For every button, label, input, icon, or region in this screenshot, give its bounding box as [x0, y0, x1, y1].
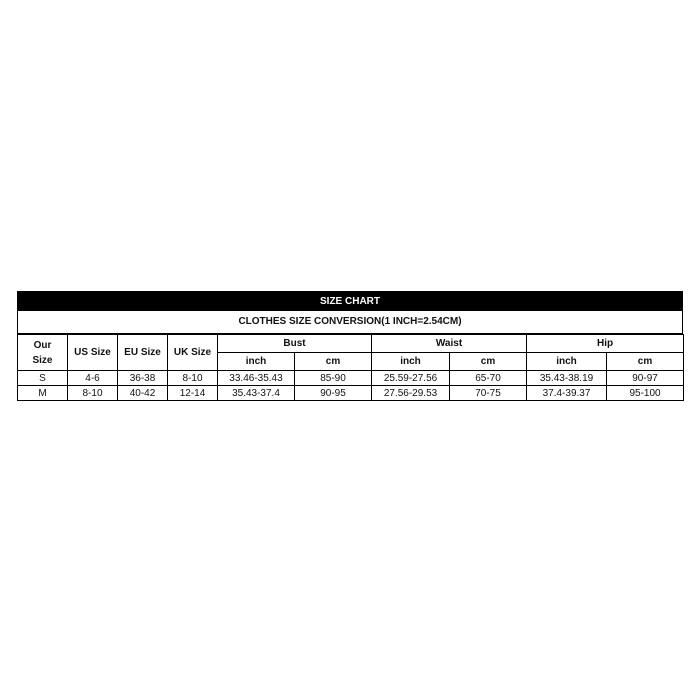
header-eu-size: EU Size [118, 335, 168, 371]
header-us-size: US Size [68, 335, 118, 371]
cell-uk-size: 12-14 [168, 386, 218, 401]
cell-eu-size: 40-42 [118, 386, 168, 401]
header-hip-inch: inch [527, 353, 607, 371]
cell-eu-size: 36-38 [118, 371, 168, 386]
cell-bust-cm: 85-90 [295, 371, 372, 386]
header-bust-cm: cm [295, 353, 372, 371]
cell-waist-inch: 25.59-27.56 [372, 371, 450, 386]
header-our-size-line2: Size [32, 354, 53, 366]
header-bust: Bust [218, 335, 372, 353]
header-waist-inch: inch [372, 353, 450, 371]
cell-hip-cm: 95-100 [607, 386, 684, 401]
header-hip: Hip [527, 335, 684, 353]
size-table [17, 334, 684, 401]
header-waist: Waist [372, 335, 527, 353]
cell-bust-inch: 33.46-35.43 [218, 371, 295, 386]
header-uk-size: UK Size [168, 335, 218, 371]
cell-hip-inch: 37.4-39.37 [527, 386, 607, 401]
table-row [18, 386, 684, 401]
cell-bust-inch: 35.43-37.4 [218, 386, 295, 401]
size-chart-subtitle: CLOTHES SIZE CONVERSION(1 INCH=2.54CM) [17, 311, 683, 334]
header-hip-cm: cm [607, 353, 684, 371]
header-bust-inch: inch [218, 353, 295, 371]
header-our-size-line1: Our [33, 339, 52, 351]
header-row-groups [18, 335, 684, 353]
cell-uk-size: 8-10 [168, 371, 218, 386]
table-row [18, 371, 684, 386]
cell-hip-inch: 35.43-38.19 [527, 371, 607, 386]
size-chart [17, 291, 683, 401]
header-waist-cm: cm [450, 353, 527, 371]
cell-us-size: 4-6 [68, 371, 118, 386]
cell-waist-inch: 27.56-29.53 [372, 386, 450, 401]
cell-hip-cm: 90-97 [607, 371, 684, 386]
size-chart-title: SIZE CHART [17, 291, 683, 311]
cell-our-size: M [18, 386, 68, 401]
cell-waist-cm: 70-75 [450, 386, 527, 401]
header-our-size [18, 335, 68, 371]
cell-our-size: S [18, 371, 68, 386]
cell-us-size: 8-10 [68, 386, 118, 401]
cell-waist-cm: 65-70 [450, 371, 527, 386]
cell-bust-cm: 90-95 [295, 386, 372, 401]
